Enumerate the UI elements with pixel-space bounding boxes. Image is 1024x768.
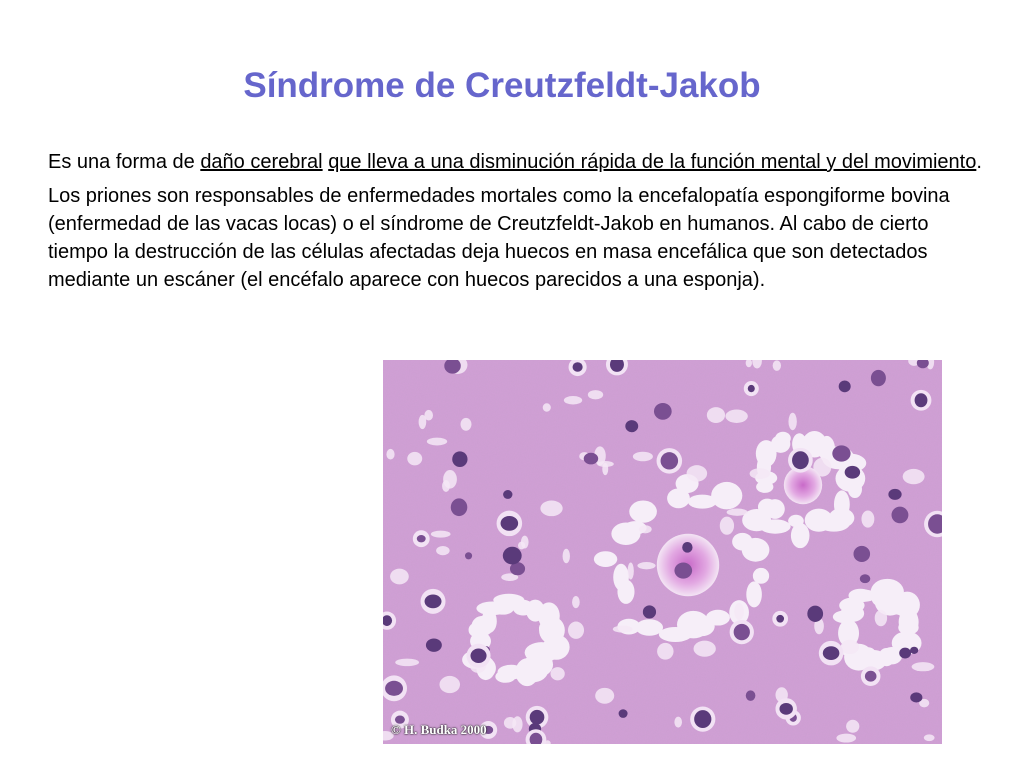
vacuole-shape	[629, 500, 657, 522]
cell-nucleus	[730, 620, 754, 644]
cell-nucleus	[503, 547, 522, 565]
vacuole-shape	[711, 482, 742, 509]
cell-nucleus	[690, 706, 715, 731]
slide-title: Síndrome de Creutzfeldt-Jakob	[243, 66, 761, 105]
cell-nucleus	[503, 490, 512, 499]
cell-nucleus	[832, 445, 850, 461]
cell-nucleus	[772, 611, 788, 627]
cell-nucleus	[910, 647, 918, 654]
vacuole-shape	[436, 546, 450, 555]
cell-nucleus	[497, 511, 523, 537]
vacuole-shape	[694, 641, 716, 657]
cell-nucleus	[899, 648, 911, 659]
vacuole-shape	[861, 511, 874, 528]
vacuole-shape	[899, 608, 919, 635]
cell-nucleus	[465, 552, 472, 559]
cell-nucleus	[451, 498, 468, 516]
vacuole-shape	[846, 720, 859, 733]
vacuole-shape	[805, 509, 833, 532]
paragraph-definition	[48, 148, 993, 176]
cell-nucleus	[584, 453, 598, 465]
vacuole-shape	[687, 465, 708, 482]
vacuole-shape	[742, 538, 770, 562]
vacuole-shape	[419, 415, 427, 429]
vacuole-shape	[788, 515, 804, 527]
cell-nucleus	[853, 546, 870, 562]
vacuole-shape	[753, 568, 769, 584]
paragraph-priones: Los priones son responsables de enfermedades mortales como la encefalopatía espongiforme bovina (enfermedad de las vacas locas) o el síndrome de Creutzfeldt-Jakob en humanos. Al cabo de cierto tiempo la destrucción de las células afectadas deja huecos en masa encefálica que son detectados mediante un escáner (el encéfalo aparece con huecos parecidos a una esponja).	[48, 185, 950, 291]
cell-nucleus	[839, 380, 851, 392]
vacuole-shape	[727, 509, 748, 516]
cell-nucleus	[426, 638, 442, 651]
vacuole-shape	[613, 626, 633, 633]
vacuole-shape	[758, 499, 777, 516]
cell-nucleus	[910, 692, 922, 702]
link-dano-cerebral[interactable]: daño cerebral	[200, 151, 323, 173]
vacuole-shape	[390, 569, 409, 585]
cell-nucleus	[421, 589, 446, 614]
vacuole-shape	[518, 542, 525, 550]
cell-nucleus	[845, 466, 860, 479]
vacuole-shape	[539, 617, 565, 644]
vacuole-shape	[639, 525, 652, 533]
vacuole-shape	[659, 627, 692, 642]
vacuole-shape	[588, 390, 603, 399]
vacuole-shape	[657, 643, 673, 660]
cell-nucleus	[744, 381, 759, 396]
vacuole-shape	[407, 452, 422, 465]
cell-nucleus	[746, 690, 756, 700]
vacuole-shape	[773, 360, 781, 371]
cell-nucleus	[891, 507, 908, 524]
vacuole-shape	[543, 403, 551, 412]
cell-nucleus	[654, 403, 672, 420]
cell-nucleus	[911, 390, 932, 411]
cell-nucleus	[888, 489, 901, 500]
vacuole-shape	[568, 622, 584, 639]
cell-nucleus	[674, 563, 692, 579]
vacuole-shape	[564, 396, 582, 404]
vacuole-shape	[550, 667, 564, 680]
cell-nucleus	[643, 605, 656, 618]
vacuole-shape	[903, 469, 925, 484]
cell-nucleus	[625, 420, 638, 432]
vacuole-shape	[674, 717, 682, 728]
vacuole-shape	[572, 596, 580, 608]
vacuole-shape	[720, 517, 734, 535]
vacuole-shape	[461, 418, 472, 431]
cell-nucleus	[413, 530, 430, 547]
cell-nucleus	[467, 644, 491, 668]
vacuole-shape	[386, 449, 394, 460]
vacuole-shape	[924, 734, 935, 741]
vacuole-shape	[594, 551, 617, 567]
vacuole-shape	[760, 519, 791, 533]
vacuole-shape	[431, 531, 451, 538]
definition-suffix: .	[976, 151, 982, 173]
cell-nucleus	[619, 709, 628, 718]
cell-nucleus	[788, 448, 813, 473]
definition-prefix: Es una forma de	[48, 151, 201, 173]
vacuole-shape	[443, 470, 457, 489]
vacuole-shape	[495, 670, 515, 682]
cell-nucleus	[807, 606, 823, 622]
body-text	[48, 148, 993, 300]
vacuole-shape	[633, 452, 653, 462]
cell-nucleus	[861, 666, 881, 686]
vacuole-shape	[725, 410, 747, 423]
cell-nucleus	[452, 451, 467, 467]
vacuole-shape	[628, 563, 634, 580]
image-credit: © H. Budka 2000	[391, 722, 487, 737]
vacuole-shape	[750, 468, 770, 479]
vacuole-shape	[395, 659, 419, 667]
link-disminucion-funcion[interactable]: que lleva a una disminución rápida de la función mental y del movimiento	[328, 151, 977, 173]
cell-nucleus	[871, 370, 886, 386]
vacuole-shape	[613, 564, 629, 591]
vacuole-shape	[540, 500, 562, 516]
vacuole-shape	[875, 610, 887, 626]
vacuole-shape	[841, 640, 859, 654]
cell-nucleus	[682, 542, 692, 553]
vacuole-shape	[563, 549, 570, 563]
cell-nucleus	[860, 574, 871, 583]
vacuole-shape	[427, 438, 447, 446]
cell-nucleus	[819, 641, 844, 666]
vacuole-shape	[439, 676, 460, 693]
vacuole-shape	[707, 407, 725, 423]
vacuole-shape	[504, 717, 516, 729]
vacuole-shape	[595, 688, 614, 704]
vacuole-shape	[734, 603, 743, 620]
micrograph-drawing	[383, 360, 942, 744]
vacuole-shape	[836, 734, 856, 743]
cell-nucleus	[657, 448, 683, 474]
vacuole-shape	[637, 562, 655, 569]
vacuole-shape	[912, 662, 935, 671]
vacuole-shape	[775, 432, 791, 445]
spongiform-micrograph-image	[383, 360, 942, 744]
vacuole-shape	[746, 581, 762, 607]
vacuole-shape	[597, 461, 614, 467]
cell-nucleus	[775, 698, 796, 719]
vacuole-shape	[788, 413, 796, 430]
